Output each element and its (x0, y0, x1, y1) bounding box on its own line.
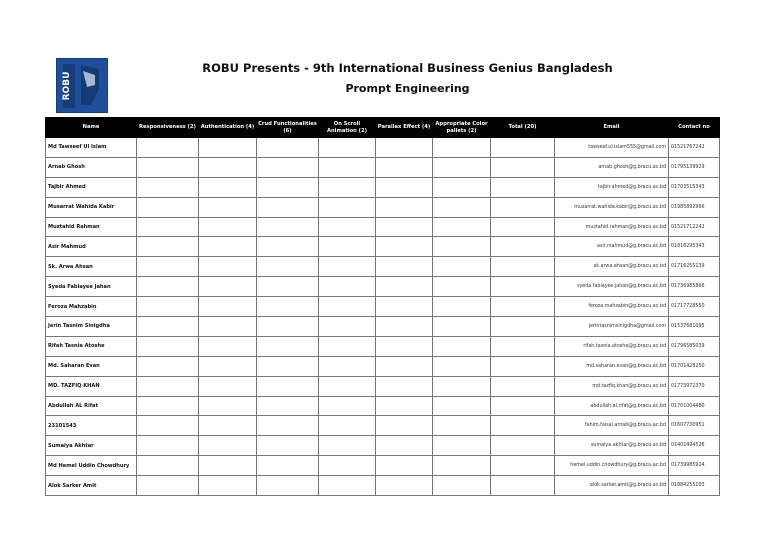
cell-color-pallets (433, 277, 491, 297)
cell-email: syeda.fabiayee.jahan@g.bracu.ac.bd (555, 277, 669, 297)
cell-total (491, 376, 555, 396)
cell-parallax (376, 356, 433, 376)
cell-crud (257, 356, 319, 376)
cell-on-scroll (319, 297, 376, 317)
cell-on-scroll (319, 436, 376, 456)
cell-crud (257, 217, 319, 237)
cell-name: Abdullah AL Rifat (46, 396, 137, 416)
cell-responsiveness (137, 217, 199, 237)
cell-name: Md Hemel Uddin Chowdhury (46, 456, 137, 476)
col-header-crud: Crud Functionalities (6) (257, 118, 319, 138)
cell-parallax (376, 396, 433, 416)
cell-contact: 01703515343 (669, 177, 720, 197)
cell-total (491, 257, 555, 277)
table-row (46, 456, 720, 476)
table-row (46, 317, 720, 337)
cell-authentication (199, 416, 257, 436)
table-row (46, 356, 720, 376)
cell-total (491, 317, 555, 337)
cell-name: Musarrat Wahida Kabir (46, 197, 137, 217)
cell-crud (257, 436, 319, 456)
cell-name: Sk. Arwa Ahsan (46, 257, 137, 277)
cell-color-pallets (433, 336, 491, 356)
cell-email: sk.arwa.ahsan@g.bracu.ac.bd (555, 257, 669, 277)
cell-email: feroza.mahzabin@g.bracu.ac.bd (555, 297, 669, 317)
table-row (46, 237, 720, 257)
cell-authentication (199, 157, 257, 177)
cell-on-scroll (319, 157, 376, 177)
cell-parallax (376, 217, 433, 237)
table-row (46, 138, 720, 158)
cell-contact: 01701428250 (669, 356, 720, 376)
cell-authentication (199, 177, 257, 197)
cell-color-pallets (433, 237, 491, 257)
col-header-parallax: Parallax Effect (4) (376, 118, 433, 138)
cell-authentication (199, 197, 257, 217)
cell-parallax (376, 157, 433, 177)
cell-contact: 01717728550 (669, 297, 720, 317)
cell-name: Md. Saharan Evan (46, 356, 137, 376)
cell-responsiveness (137, 138, 199, 158)
cell-email: arnab.ghosh@g.bracu.ac.bd (555, 157, 669, 177)
cell-total (491, 416, 555, 436)
cell-parallax (376, 376, 433, 396)
cell-email: tawseef.ul.islam555@gmail.com (555, 138, 669, 158)
cell-responsiveness (137, 277, 199, 297)
cell-name: Muztahid Rahman (46, 217, 137, 237)
cell-color-pallets (433, 217, 491, 237)
cell-contact: 01736985866 (669, 277, 720, 297)
cell-on-scroll (319, 277, 376, 297)
col-header-responsiveness: Responsiveness (2) (137, 118, 199, 138)
cell-contact: 01521712242 (669, 217, 720, 237)
cell-total (491, 217, 555, 237)
cell-responsiveness (137, 237, 199, 257)
cell-parallax (376, 277, 433, 297)
cell-parallax (376, 336, 433, 356)
table-row (46, 396, 720, 416)
logo-text: ROBU (62, 71, 72, 101)
cell-total (491, 277, 555, 297)
cell-parallax (376, 177, 433, 197)
cell-responsiveness (137, 476, 199, 496)
cell-crud (257, 376, 319, 396)
cell-email: muztahid.rahman@g.bracu.ac.bd (555, 217, 669, 237)
cell-on-scroll (319, 336, 376, 356)
cell-color-pallets (433, 396, 491, 416)
cell-on-scroll (319, 476, 376, 496)
cell-total (491, 476, 555, 496)
cell-color-pallets (433, 416, 491, 436)
cell-crud (257, 416, 319, 436)
cell-authentication (199, 376, 257, 396)
cell-color-pallets (433, 476, 491, 496)
cell-crud (257, 456, 319, 476)
cell-total (491, 237, 555, 257)
table-row (46, 157, 720, 177)
col-header-total: Total (20) (491, 118, 555, 138)
cell-authentication (199, 456, 257, 476)
cell-parallax (376, 257, 433, 277)
table-row (46, 177, 720, 197)
cell-on-scroll (319, 376, 376, 396)
cell-email: alok.sarker.amit@g.bracu.ac.bd (555, 476, 669, 496)
cell-responsiveness (137, 297, 199, 317)
cell-email: asir.mahmud@g.bracu.ac.bd (555, 237, 669, 257)
cell-crud (257, 336, 319, 356)
cell-parallax (376, 317, 433, 337)
cell-contact: 01607730951 (669, 416, 720, 436)
table-row (46, 436, 720, 456)
cell-email: sumaiya.akhtar@g.bracu.ac.bd (555, 436, 669, 456)
cell-authentication (199, 336, 257, 356)
cell-email: musarrat.wahida.kabir@g.bracu.ac.bd (555, 197, 669, 217)
cell-name: Sumaiya Akhtar (46, 436, 137, 456)
cell-responsiveness (137, 436, 199, 456)
cell-on-scroll (319, 237, 376, 257)
cell-contact: 01537681095 (669, 317, 720, 337)
table-header-row (46, 118, 720, 138)
table-row (46, 197, 720, 217)
cell-contact: 01884255103 (669, 476, 720, 496)
cell-authentication (199, 297, 257, 317)
cell-crud (257, 257, 319, 277)
cell-crud (257, 476, 319, 496)
cell-contact: 01716255139 (669, 257, 720, 277)
cell-total (491, 356, 555, 376)
table-body (46, 138, 720, 496)
cell-parallax (376, 197, 433, 217)
cell-color-pallets (433, 138, 491, 158)
cell-color-pallets (433, 157, 491, 177)
cell-contact: 01739985924 (669, 456, 720, 476)
cell-on-scroll (319, 138, 376, 158)
cell-on-scroll (319, 197, 376, 217)
cell-authentication (199, 138, 257, 158)
cell-contact: 01985892966 (669, 197, 720, 217)
cell-email: fahim.faisal.arnab@g.bracu.ac.bd (555, 416, 669, 436)
cell-on-scroll (319, 177, 376, 197)
cell-responsiveness (137, 356, 199, 376)
table-row (46, 376, 720, 396)
evaluation-table (45, 117, 720, 496)
cell-crud (257, 277, 319, 297)
cell-email: abdullah.al.rifat@g.bracu.ac.bd (555, 396, 669, 416)
cell-responsiveness (137, 416, 199, 436)
cell-responsiveness (137, 396, 199, 416)
cell-email: jerintasnimsinigdha@gmail.com (555, 317, 669, 337)
cell-crud (257, 197, 319, 217)
table-row (46, 297, 720, 317)
cell-contact: 01521767242 (669, 138, 720, 158)
table-row (46, 257, 720, 277)
cell-parallax (376, 138, 433, 158)
cell-responsiveness (137, 376, 199, 396)
cell-color-pallets (433, 356, 491, 376)
col-header-authentication: Authentication (4) (199, 118, 257, 138)
cell-color-pallets (433, 197, 491, 217)
cell-responsiveness (137, 257, 199, 277)
cell-on-scroll (319, 257, 376, 277)
cell-contact: 01701004480 (669, 396, 720, 416)
cell-responsiveness (137, 317, 199, 337)
page-title: ROBU Presents - 9th International Business Genius Bangladesh (202, 61, 613, 75)
cell-responsiveness (137, 336, 199, 356)
table-row (46, 416, 720, 436)
table-row (46, 476, 720, 496)
cell-parallax (376, 456, 433, 476)
cell-name: Md Tawseef Ul Islam (46, 138, 137, 158)
cell-authentication (199, 356, 257, 376)
cell-total (491, 396, 555, 416)
cell-email: hemel.uddin.chowdhury@g.bracu.ac.bd (555, 456, 669, 476)
col-header-on-scroll: On Scroll Animation (2) (319, 118, 376, 138)
cell-color-pallets (433, 297, 491, 317)
cell-name: Feroza Mahzabin (46, 297, 137, 317)
cell-on-scroll (319, 456, 376, 476)
cell-contact: 01401494526 (669, 436, 720, 456)
cell-color-pallets (433, 456, 491, 476)
cell-total (491, 336, 555, 356)
cell-on-scroll (319, 217, 376, 237)
cell-crud (257, 396, 319, 416)
cell-parallax (376, 416, 433, 436)
col-header-name: Name (46, 118, 137, 138)
cell-color-pallets (433, 436, 491, 456)
cell-total (491, 138, 555, 158)
table-row (46, 277, 720, 297)
cell-responsiveness (137, 456, 199, 476)
cell-responsiveness (137, 177, 199, 197)
cell-name: Jerin Tasnim Sinigdha (46, 317, 137, 337)
table-row (46, 336, 720, 356)
cell-on-scroll (319, 317, 376, 337)
cell-email: md.tazfiq.khan@g.bracu.ac.bd (555, 376, 669, 396)
cell-on-scroll (319, 396, 376, 416)
cell-authentication (199, 396, 257, 416)
cell-name: Rifah Tasnia Atoshe (46, 336, 137, 356)
cell-authentication (199, 476, 257, 496)
cell-parallax (376, 436, 433, 456)
cell-total (491, 177, 555, 197)
cell-crud (257, 297, 319, 317)
cell-email: tajbir.ahmed@g.bracu.ac.bd (555, 177, 669, 197)
cell-name: 23101543 (46, 416, 137, 436)
cell-contact: 01795139929 (669, 157, 720, 177)
col-header-color-pallets: Appropriate Color pallets (2) (433, 118, 491, 138)
robu-logo (56, 58, 108, 113)
cell-name: Alok Sarker Amit (46, 476, 137, 496)
cell-authentication (199, 277, 257, 297)
cell-authentication (199, 217, 257, 237)
cell-parallax (376, 237, 433, 257)
cell-email: md.saharan.evan@g.bracu.ac.bd (555, 356, 669, 376)
cell-name: Syeda Fabiayee Jahan (46, 277, 137, 297)
cell-on-scroll (319, 356, 376, 376)
cell-name: Arnab Ghosh (46, 157, 137, 177)
cell-contact: 01796585039 (669, 336, 720, 356)
cell-on-scroll (319, 416, 376, 436)
cell-total (491, 456, 555, 476)
cell-responsiveness (137, 197, 199, 217)
cell-crud (257, 317, 319, 337)
cell-crud (257, 157, 319, 177)
cell-crud (257, 237, 319, 257)
cell-email: rifah.tasnia.atoshe@g.bracu.ac.bd (555, 336, 669, 356)
table-row (46, 217, 720, 237)
cell-total (491, 157, 555, 177)
cell-crud (257, 138, 319, 158)
page-subtitle: Prompt Engineering (345, 82, 470, 95)
cell-contact: 01816295343 (669, 237, 720, 257)
cell-color-pallets (433, 317, 491, 337)
cell-contact: 01773972370 (669, 376, 720, 396)
cell-total (491, 197, 555, 217)
cell-total (491, 297, 555, 317)
cell-parallax (376, 476, 433, 496)
cell-authentication (199, 257, 257, 277)
cell-name: Asir Mahmud (46, 237, 137, 257)
cell-color-pallets (433, 257, 491, 277)
cell-name: Tajbir Ahmed (46, 177, 137, 197)
col-header-contact: Contact no (669, 118, 720, 138)
cell-color-pallets (433, 376, 491, 396)
cell-authentication (199, 317, 257, 337)
cell-authentication (199, 237, 257, 257)
cell-name: MD. TAZFIQ KHAN (46, 376, 137, 396)
cell-authentication (199, 436, 257, 456)
col-header-email: Email (555, 118, 669, 138)
cell-color-pallets (433, 177, 491, 197)
cell-total (491, 436, 555, 456)
cell-parallax (376, 297, 433, 317)
cell-responsiveness (137, 157, 199, 177)
cell-crud (257, 177, 319, 197)
